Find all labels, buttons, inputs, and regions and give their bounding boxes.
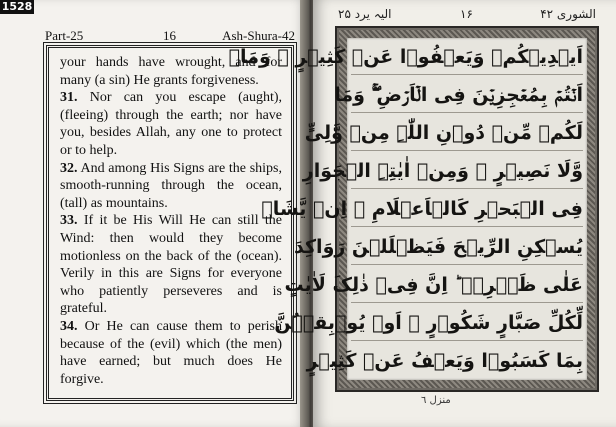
arabic-line: لَکُمۡ مِّنۡ دُوۡنِ اللّٰہِ مِنۡ وَّلِیٍّ xyxy=(351,116,583,151)
part-label: Part-25 xyxy=(45,28,84,43)
verse-text: If it be His Will He can still the Wind: then would they become motionless on the back of the (ocean). Verily in this are Signs for everyone who patiently perseveres and is grateful. xyxy=(60,213,282,317)
arabic-line: وَّلَا نَصِیۡرٍ ۞ وَمِنۡ اٰیٰتِہِ الۡجَوَارِ xyxy=(351,154,583,189)
right-page-header xyxy=(338,5,596,23)
arabic-line: اَیۡدِیۡکُمۡ وَیَعۡفُوۡا عَنۡ کَثِیۡرٍ ۞ وَمَاۤ xyxy=(351,40,583,75)
verse-32 xyxy=(60,160,282,213)
arabic-line: یُسۡکِنِ الرِّیۡحَ فَیَظۡلَلۡنَ رَوَاکِدَ xyxy=(351,230,583,265)
juz-label: الیہ یرد ۲۵ xyxy=(338,7,392,21)
verse-number: 33. xyxy=(60,213,78,229)
verse-31 xyxy=(60,89,282,159)
arabic-line: عَلٰی ظَہۡرِہٖ ؕ اِنَّ فِیۡ ذٰلِکَ لَاٰیٰتٍ xyxy=(351,268,583,303)
verse-text: your hands have wrought, and for many (a sin) He grants forgiveness. xyxy=(60,55,282,88)
arabic-text-panel xyxy=(228,38,587,380)
verse-33 xyxy=(60,212,282,318)
verse-text: Or He can cause them to perish because of the (evil) which (the men) have earned; but much does He forgive. xyxy=(60,318,283,387)
verse-34 xyxy=(60,318,282,388)
arabic-page-number: ۱۶ xyxy=(460,7,473,21)
manzil-footer: منزل ٦ xyxy=(421,395,451,406)
arabic-line: فِی الۡبَحۡرِ کَالۡاَعۡلَامِ ۞ اِنۡ یَّشَاۡ xyxy=(351,192,583,227)
verse-text: And among His Signs are the ships, smooth-running through the ocean, (tall) as mountains. xyxy=(60,160,283,211)
verse-text: Nor can you escape (aught), (fleeing) through the earth; nor have you, besides Allah, any one to protect or to help. xyxy=(60,90,283,158)
translation-text xyxy=(60,54,282,392)
verse-number: 34. xyxy=(60,318,78,334)
arabic-surah-label: الشوری ۴۲ xyxy=(540,7,596,21)
arabic-line: لِّکُلِّ صَبَّارٍ شَکُوۡرٍ ۞ اَوۡ یُوۡبِقۡہُنَّ xyxy=(351,306,583,341)
arabic-line: بِمَا کَسَبُوۡا وَیَعۡفُ عَنۡ کَثِیۡرٍ xyxy=(306,350,583,372)
page-id-label: 1528 xyxy=(1,0,33,13)
verse-number: 32. xyxy=(60,160,78,176)
surah-label: Ash-Shura-42 xyxy=(222,28,295,43)
arabic-line: اَنۡتُمۡ بِمُعۡجِزِیۡنَ فِی الۡاَرۡضِ ۚۖ وَمَا xyxy=(351,78,583,113)
translation-frame xyxy=(46,45,294,401)
verse-number: 31. xyxy=(60,90,78,106)
page-number: 16 xyxy=(163,28,176,43)
